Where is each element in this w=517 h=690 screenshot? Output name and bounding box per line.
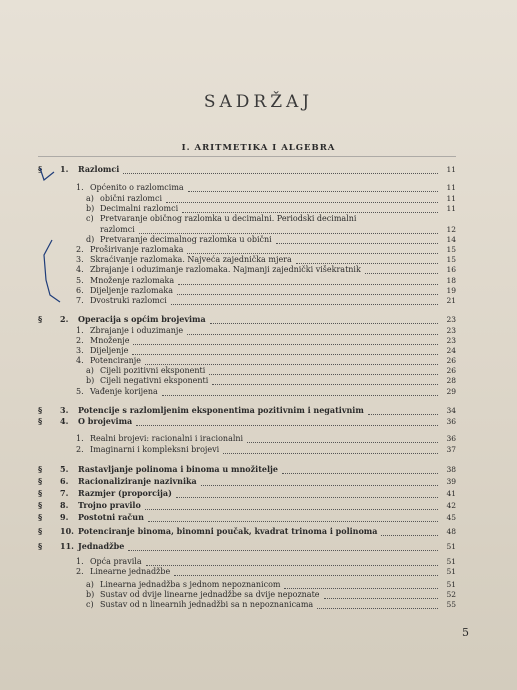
dot-leader <box>201 484 438 486</box>
toc-entry <box>38 566 456 577</box>
entry-title: Postotni račun <box>78 512 144 522</box>
entry-title: Množenje razlomaka <box>90 276 175 285</box>
toc-section <box>38 476 456 487</box>
toc-entry <box>38 213 456 224</box>
entry-number: 4. <box>76 265 84 274</box>
section-sign: § <box>38 405 43 415</box>
entry-page: 18 <box>446 276 456 285</box>
dot-leader <box>381 534 438 536</box>
section-sign: § <box>38 464 43 474</box>
entry-title: Realni brojevi: racionalni i iracionalni <box>90 434 244 443</box>
entry-number: d) <box>86 235 95 244</box>
entry-title: Dvostruki razlomci <box>90 296 167 305</box>
entry-number: 5. <box>60 464 69 474</box>
entry-number: 9. <box>60 512 69 522</box>
toc-entry <box>38 375 456 386</box>
dot-leader <box>223 452 438 454</box>
entry-page: 11 <box>446 204 456 213</box>
entry-page: 23 <box>446 326 456 335</box>
entry-title: razlomci <box>100 225 135 234</box>
entry-page: 51 <box>446 567 456 576</box>
entry-page: 51 <box>446 542 456 551</box>
entry-page: 11 <box>446 165 456 174</box>
entry-title: Opća pravila <box>90 557 142 566</box>
entry-title: Racionaliziranje nazivnika <box>78 476 197 486</box>
section-sign: § <box>38 314 43 324</box>
toc-section <box>38 500 456 511</box>
toc-entry <box>38 444 456 455</box>
entry-title: Razmjer (proporcija) <box>78 488 172 498</box>
entry-title: Sustav od dvije linearne jednadžbe sa dvije nepoznate <box>100 590 320 599</box>
entry-page: 14 <box>446 235 456 244</box>
entry-title: Trojno pravilo <box>78 500 141 510</box>
entry-number: a) <box>86 580 94 589</box>
entry-page: 16 <box>446 265 456 274</box>
entry-number: 7. <box>60 488 69 498</box>
entry-number: 8. <box>60 500 69 510</box>
entry-title: Zbrajanje i oduzimanje razlomaka. Najmanji zajednički višekratnik <box>90 265 361 274</box>
entry-number: 11. <box>60 541 74 551</box>
toc-entry <box>38 295 456 306</box>
entry-number: 2. <box>76 245 84 254</box>
entry-page: 15 <box>446 245 456 254</box>
entry-page: 55 <box>446 600 456 609</box>
dot-leader <box>212 383 438 385</box>
entry-page: 24 <box>446 346 456 355</box>
entry-number: b) <box>86 204 95 213</box>
entry-number: 1. <box>76 326 84 335</box>
toc-entry <box>38 386 456 397</box>
toc-section <box>38 541 456 552</box>
dot-leader <box>247 441 438 443</box>
toc-section <box>38 464 456 475</box>
entry-title: Rastavljanje polinoma i binoma u množitelje <box>78 464 278 474</box>
section-sign: § <box>38 500 43 510</box>
entry-title: Potencije s razlomljenim eksponentima pozitivnim i negativnim <box>78 405 364 415</box>
entry-page: 11 <box>446 194 456 203</box>
dot-leader <box>176 496 438 498</box>
section-sign: § <box>38 476 43 486</box>
entry-number: 2. <box>60 314 69 324</box>
dot-leader <box>317 607 438 609</box>
entry-page: 26 <box>446 366 456 375</box>
entry-page: 28 <box>446 376 456 385</box>
dot-leader <box>128 549 438 551</box>
entry-title: Decimalni razlomci <box>100 204 179 213</box>
entry-number: 10. <box>60 526 74 536</box>
entry-number: 4. <box>76 356 84 365</box>
entry-title: Linearna jednadžba s jednom nepoznanicom <box>100 580 281 589</box>
entry-page: 23 <box>446 336 456 345</box>
entry-page: 29 <box>446 387 456 396</box>
entry-number: c) <box>86 214 94 223</box>
entry-title: Sustav od n linearnih jednadžbi sa n nepoznanicama <box>100 600 314 609</box>
entry-page: 42 <box>446 501 456 510</box>
entry-number: 1. <box>76 434 84 443</box>
entry-number: 1. <box>76 183 84 192</box>
pen-mark-icon <box>30 160 70 320</box>
section-sign: § <box>38 488 43 498</box>
entry-number: b) <box>86 590 95 599</box>
dot-leader <box>368 413 438 415</box>
entry-title: obični razlomci <box>100 194 163 203</box>
entry-title: Imaginarni i kompleksni brojevi <box>90 445 220 454</box>
entry-number: a) <box>86 194 94 203</box>
entry-title: Potenciranje <box>90 356 141 365</box>
section-sign: § <box>38 164 43 174</box>
dot-leader <box>365 272 438 274</box>
entry-number: 6. <box>60 476 69 486</box>
entry-number: 3. <box>60 405 69 415</box>
entry-page: 37 <box>446 445 456 454</box>
entry-title: Potenciranje binoma, binomni poučak, kvadrat trinoma i polinoma <box>78 526 378 536</box>
dot-leader <box>145 508 438 510</box>
dot-leader <box>148 520 438 522</box>
dot-leader <box>162 394 438 396</box>
entry-page: 39 <box>446 477 456 486</box>
toc-section <box>38 488 456 499</box>
entry-number: 2. <box>76 567 84 576</box>
entry-title: Skraćivanje razlomaka. Najveća zajednička mjera <box>90 255 292 264</box>
entry-title: Dijeljenje razlomaka <box>90 286 174 295</box>
entry-page: 21 <box>446 296 456 305</box>
toc-section <box>38 164 456 175</box>
section-sign: § <box>38 526 43 536</box>
entry-number: 6. <box>76 286 84 295</box>
toc-section <box>38 526 456 537</box>
entry-number: 1. <box>76 557 84 566</box>
entry-number: 7. <box>76 296 84 305</box>
toc-entry <box>38 182 456 193</box>
entry-title: Cijeli pozitivni eksponenti <box>100 366 206 375</box>
dot-leader <box>171 303 438 305</box>
entry-number: a) <box>86 366 94 375</box>
page-heading: SADRŽAJ <box>203 92 314 112</box>
dot-leader <box>210 322 438 324</box>
entry-title: Cijeli negativni eksponenti <box>100 376 209 385</box>
toc-entry <box>38 433 456 444</box>
entry-number: 3. <box>76 346 84 355</box>
entry-title: Linearne jednadžbe <box>90 567 171 576</box>
dot-leader <box>174 574 438 576</box>
entry-page: 34 <box>446 406 456 415</box>
entry-page: 15 <box>446 255 456 264</box>
entry-page: 51 <box>446 557 456 566</box>
entry-title: Jednadžbe <box>78 541 125 551</box>
section-sign: § <box>38 541 43 551</box>
entry-title: Razlomci <box>78 164 120 174</box>
part-title: I. ARITMETIKA I ALGEBRA <box>181 143 336 153</box>
entry-title: Vađenje korijena <box>90 387 158 396</box>
page-number: 5 <box>462 626 469 639</box>
entry-number: c) <box>86 600 94 609</box>
entry-page: 19 <box>446 286 456 295</box>
toc-section <box>38 416 456 427</box>
toc-entry <box>38 599 456 610</box>
entry-page: 52 <box>446 590 456 599</box>
entry-number: b) <box>86 376 95 385</box>
entry-page: 11 <box>446 183 456 192</box>
section-sign: § <box>38 416 43 426</box>
entry-page: 45 <box>446 513 456 522</box>
entry-title: O brojevima <box>78 416 133 426</box>
entry-number: 5. <box>76 276 84 285</box>
entry-page: 41 <box>446 489 456 498</box>
toc-section <box>38 314 456 325</box>
divider <box>38 156 456 157</box>
dot-leader <box>188 190 438 192</box>
entry-title: Operacija s općim brojevima <box>78 314 206 324</box>
entry-number: 2. <box>76 336 84 345</box>
entry-title: Proširivanje razlomaka <box>90 245 184 254</box>
entry-page: 51 <box>446 580 456 589</box>
entry-page: 23 <box>446 315 456 324</box>
entry-page: 36 <box>446 417 456 426</box>
dot-leader <box>136 424 438 426</box>
entry-page: 36 <box>446 434 456 443</box>
dot-leader <box>123 172 438 174</box>
section-sign: § <box>38 512 43 522</box>
entry-number: 1. <box>60 164 69 174</box>
entry-title: Općenito o razlomcima <box>90 183 184 192</box>
entry-page: 26 <box>446 356 456 365</box>
entry-title: Zbrajanje i oduzimanje <box>90 326 184 335</box>
entry-title: Pretvaranje decimalnog razlomka u obični <box>100 235 272 244</box>
entry-number: 3. <box>76 255 84 264</box>
entry-page: 48 <box>446 527 456 536</box>
entry-page: 12 <box>446 225 456 234</box>
entry-number: 4. <box>60 416 69 426</box>
toc-section <box>38 405 456 416</box>
toc-section <box>38 512 456 523</box>
entry-title: Dijeljenje <box>90 346 129 355</box>
entry-title: Pretvaranje običnog razlomka u decimalni. Periodski decimalni <box>100 214 357 223</box>
dot-leader <box>282 472 438 474</box>
entry-title: Množenje <box>90 336 130 345</box>
toc-entry <box>38 264 456 275</box>
entry-page: 38 <box>446 465 456 474</box>
entry-number: 5. <box>76 387 84 396</box>
entry-number: 2. <box>76 445 84 454</box>
